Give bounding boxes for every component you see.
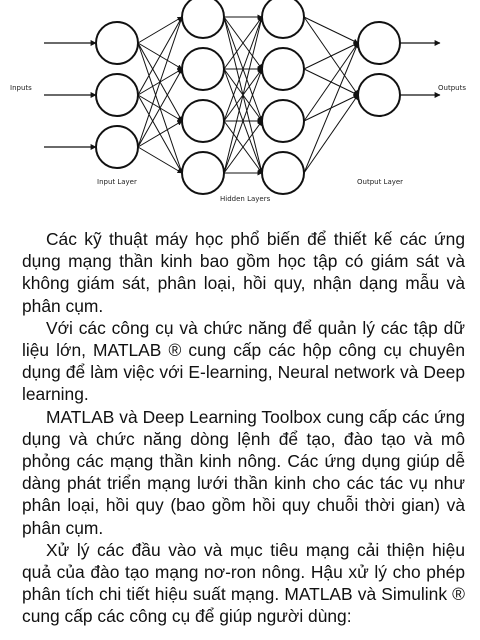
neuron-hidden-1 bbox=[182, 48, 224, 90]
paragraph-1: Các kỹ thuật máy học phổ biến để thiết kế các ứng dụng mạng thần kinh bao gồm học tập có giám sát và không giám sát, phân loại, hồi quy, nhận dạng mẫu và phân cụm. bbox=[22, 229, 465, 316]
connection bbox=[304, 43, 358, 69]
neuron-input bbox=[96, 74, 138, 116]
input-layer-label: Input Layer bbox=[97, 178, 137, 186]
neuron-input bbox=[96, 22, 138, 64]
connection bbox=[138, 17, 182, 43]
paragraph-3: MATLAB và Deep Learning Toolbox cung cấp các ứng dụng và chức năng dòng lệnh để tạo, đào tạo và mô phỏng các mạng thần kinh nông. Các ứng dụng giúp dễ dàng phát triển mạng lưới thần kinh cho các tác vụ như phân loại, hồi quy (bao gồm hồi quy chuỗi thời gian) và phân cụm. bbox=[22, 406, 465, 538]
hidden-layers-label: Hidden Layers bbox=[220, 195, 271, 203]
body-text bbox=[22, 228, 465, 628]
paragraph-4: Xử lý các đầu vào và mục tiêu mạng cải thiện hiệu quả của đào tạo mạng nơ-ron nông. Hậu xử lý cho phép phân tích chi tiết hiệu suất mạng. MATLAB và Simulink ® cung cấp các công cụ để giúp người dùng: bbox=[22, 539, 465, 627]
neural-network-diagram bbox=[0, 0, 480, 210]
neuron-hidden-2 bbox=[262, 48, 304, 90]
connection bbox=[138, 121, 182, 147]
neuron-hidden-2 bbox=[262, 0, 304, 38]
output-layer-label: Output Layer bbox=[357, 178, 404, 186]
connection bbox=[304, 17, 358, 43]
connections bbox=[138, 17, 358, 173]
neuron-hidden-1 bbox=[182, 100, 224, 142]
paragraph-2: Với các công cụ và chức năng để quản lý các tập dữ liệu lớn, MATLAB ® cung cấp các hộp công cụ chuyên dụng để làm việc với E-learning, Neural network và Deep learning. bbox=[22, 317, 465, 405]
outputs-label: Outputs bbox=[438, 84, 466, 92]
neuron-input bbox=[96, 126, 138, 168]
connection bbox=[304, 43, 358, 173]
neuron-output bbox=[358, 74, 400, 116]
neuron-hidden-1 bbox=[182, 0, 224, 38]
connection bbox=[138, 147, 182, 173]
inputs-label: Inputs bbox=[10, 84, 32, 92]
neuron-output bbox=[358, 22, 400, 64]
connection bbox=[138, 17, 182, 147]
neuron-hidden-1 bbox=[182, 152, 224, 194]
neuron-hidden-2 bbox=[262, 100, 304, 142]
neuron-hidden-2 bbox=[262, 152, 304, 194]
